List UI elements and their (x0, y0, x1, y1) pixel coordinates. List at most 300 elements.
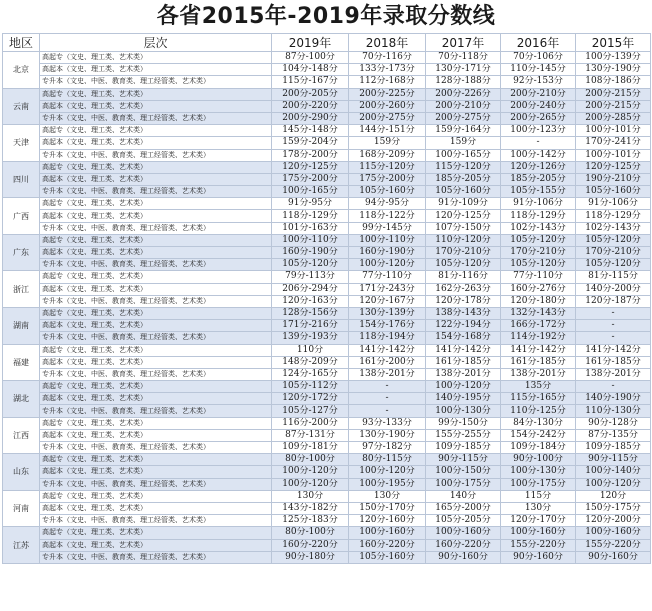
score-cell: 110分-145分 (501, 64, 576, 76)
score-cell: 100分-175分 (426, 478, 501, 490)
score-cell: 110分-130分 (576, 405, 651, 417)
level-cell: 专升本（文史、中医、教育类、理工经管类、艺术类） (40, 295, 272, 307)
level-cell: 高起专（文史、理工类、艺术类） (40, 198, 272, 210)
score-cell: 185分-205分 (426, 173, 501, 185)
score-cell: 100分-120分 (272, 466, 349, 478)
level-cell: 高起专（文史、理工类、艺术类） (40, 307, 272, 319)
score-cell: 120分-125分 (426, 210, 501, 222)
score-cell: 120分-160分 (349, 515, 426, 527)
score-cell: 70分-106分 (501, 52, 576, 64)
score-cell: 115分 (501, 490, 576, 502)
score-cell: 130分-171分 (426, 64, 501, 76)
score-cell: 105分-120分 (576, 259, 651, 271)
table-row (3, 100, 651, 112)
score-cell: 90分-115分 (576, 454, 651, 466)
score-cell: 100分-160分 (426, 527, 501, 539)
table-row (3, 466, 651, 478)
score-cell: 102分-143分 (501, 222, 576, 234)
header-2019: 2019年 (272, 34, 349, 52)
score-cell: 100分-160分 (501, 527, 576, 539)
score-cell: 130分-139分 (349, 307, 426, 319)
score-cell: 118分-129分 (501, 210, 576, 222)
region-cell: 河南 (3, 490, 40, 527)
level-cell: 高起本（文史、理工类、艺术类） (40, 502, 272, 514)
score-cell: 154分-168分 (426, 332, 501, 344)
level-cell: 高起本（文史、理工类、艺术类） (40, 64, 272, 76)
score-cell: 160分-220分 (272, 539, 349, 551)
score-cell: 200分-226分 (426, 88, 501, 100)
score-cell: 130分 (349, 490, 426, 502)
score-cell: - (349, 393, 426, 405)
score-cell: 171分-243分 (349, 283, 426, 295)
score-cell: 185分-205分 (501, 173, 576, 185)
level-cell: 专升本（文史、中医、教育类、理工经管类、艺术类） (40, 551, 272, 563)
score-cell: 135分 (501, 381, 576, 393)
score-cell: 108分-186分 (576, 76, 651, 88)
score-cell: 104分-148分 (272, 64, 349, 76)
score-cell: 155分-255分 (426, 429, 501, 441)
table-row (3, 149, 651, 161)
score-cell: 100分-160分 (576, 527, 651, 539)
table-row (3, 368, 651, 380)
page-title: 各省2015年-2019年录取分数线 (156, 4, 496, 29)
score-cell: 120分 (576, 490, 651, 502)
score-cell: 140分-200分 (576, 283, 651, 295)
score-cell: 100分-142分 (501, 149, 576, 161)
score-cell: 105分-160分 (426, 186, 501, 198)
score-cell: 143分-182分 (272, 502, 349, 514)
score-cell: 120分-125分 (272, 161, 349, 173)
score-cell: 100分-120分 (576, 478, 651, 490)
score-table (2, 33, 651, 564)
score-cell: 94分-95分 (349, 198, 426, 210)
score-cell: 81分-116分 (426, 271, 501, 283)
score-cell: 100分-101分 (576, 149, 651, 161)
score-cell: 105分-205分 (426, 515, 501, 527)
level-cell: 高起专（文史、理工类、艺术类） (40, 88, 272, 100)
score-cell: 105分-160分 (349, 186, 426, 198)
score-cell: 120分-125分 (576, 161, 651, 173)
table-row (3, 454, 651, 466)
score-cell: 118分-122分 (349, 210, 426, 222)
score-cell: 120分-167分 (349, 295, 426, 307)
level-cell: 高起专（文史、理工类、艺术类） (40, 490, 272, 502)
score-cell: 175分-200分 (349, 173, 426, 185)
header-2015: 2015年 (576, 34, 651, 52)
table-row (3, 76, 651, 88)
score-cell: 90分-180分 (272, 551, 349, 563)
score-cell: 84分-130分 (501, 417, 576, 429)
score-cell: 90分-100分 (501, 454, 576, 466)
score-cell: 100分-120分 (426, 381, 501, 393)
level-cell: 高起本（文史、理工类、艺术类） (40, 393, 272, 405)
score-cell: 141分-142分 (349, 344, 426, 356)
region-cell: 天津 (3, 125, 40, 162)
score-cell: 120分-126分 (501, 161, 576, 173)
level-cell: 专升本（文史、中医、教育类、理工经管类、艺术类） (40, 76, 272, 88)
level-cell: 高起本（文史、理工类、艺术类） (40, 247, 272, 259)
score-cell: 99分-145分 (349, 222, 426, 234)
score-cell: 102分-143分 (576, 222, 651, 234)
score-cell: 161分-185分 (501, 356, 576, 368)
score-cell: 138分-201分 (501, 368, 576, 380)
score-cell: 91分-95分 (272, 198, 349, 210)
score-cell: 109分-185分 (576, 442, 651, 454)
table-row (3, 405, 651, 417)
score-cell: 200分-210分 (501, 88, 576, 100)
table-row (3, 478, 651, 490)
level-cell: 高起本（文史、理工类、艺术类） (40, 429, 272, 441)
table-row (3, 198, 651, 210)
table-row (3, 52, 651, 64)
score-cell: 200分-215分 (576, 100, 651, 112)
score-cell: 150分-175分 (576, 502, 651, 514)
level-cell: 高起专（文史、理工类、艺术类） (40, 527, 272, 539)
score-cell: 80分-100分 (272, 454, 349, 466)
region-cell: 云南 (3, 88, 40, 125)
table-row (3, 551, 651, 563)
score-cell: 118分-129分 (272, 210, 349, 222)
level-cell: 高起专（文史、理工类、艺术类） (40, 161, 272, 173)
score-cell: 101分-163分 (272, 222, 349, 234)
table-row (3, 429, 651, 441)
table-row (3, 222, 651, 234)
score-cell: 109分-185分 (426, 442, 501, 454)
score-cell: 206分-294分 (272, 283, 349, 295)
score-cell: 120分-163分 (272, 295, 349, 307)
table-body (3, 52, 651, 564)
level-cell: 高起本（文史、理工类、艺术类） (40, 283, 272, 295)
score-cell: 141分-142分 (576, 344, 651, 356)
table-row (3, 344, 651, 356)
level-cell: 高起本（文史、理工类、艺术类） (40, 356, 272, 368)
score-cell: 161分-200分 (349, 356, 426, 368)
level-cell: 高起本（文史、理工类、艺术类） (40, 466, 272, 478)
score-cell: 115分-165分 (501, 393, 576, 405)
score-cell: - (349, 381, 426, 393)
score-cell: 105分-160分 (576, 186, 651, 198)
score-cell: 120分-200分 (576, 515, 651, 527)
level-cell: 高起专（文史、理工类、艺术类） (40, 417, 272, 429)
level-cell: 高起专（文史、理工类、艺术类） (40, 271, 272, 283)
score-cell: 90分-128分 (576, 417, 651, 429)
level-cell: 专升本（文史、中医、教育类、理工经管类、艺术类） (40, 405, 272, 417)
level-cell: 高起专（文史、理工类、艺术类） (40, 52, 272, 64)
score-cell: 200分-285分 (576, 112, 651, 124)
score-cell: 124分-165分 (272, 368, 349, 380)
score-cell: 105分-120分 (576, 234, 651, 246)
table-row (3, 381, 651, 393)
score-cell: 70分-116分 (349, 52, 426, 64)
table-row (3, 320, 651, 332)
score-cell: 120分-178分 (426, 295, 501, 307)
region-cell: 广东 (3, 234, 40, 271)
score-cell: 118分-129分 (576, 210, 651, 222)
score-cell: 110分 (272, 344, 349, 356)
score-cell: 148分-209分 (272, 356, 349, 368)
score-cell: 100分-110分 (349, 234, 426, 246)
table-row (3, 356, 651, 368)
score-cell: 107分-150分 (426, 222, 501, 234)
score-cell: 162分-263分 (426, 283, 501, 295)
level-cell: 高起本（文史、理工类、艺术类） (40, 100, 272, 112)
score-cell: 122分-194分 (426, 320, 501, 332)
score-cell: 161分-185分 (576, 356, 651, 368)
level-cell: 高起专（文史、理工类、艺术类） (40, 125, 272, 137)
score-cell: 200分-205分 (272, 88, 349, 100)
level-cell: 专升本（文史、中医、教育类、理工经管类、艺术类） (40, 186, 272, 198)
score-cell: 175分-200分 (272, 173, 349, 185)
level-cell: 高起专（文史、理工类、艺术类） (40, 381, 272, 393)
table-row (3, 307, 651, 319)
header-row (3, 34, 651, 52)
score-cell: 91分-109分 (426, 198, 501, 210)
score-cell: 87分-100分 (272, 52, 349, 64)
score-cell: 91分-106分 (501, 198, 576, 210)
region-cell: 江西 (3, 417, 40, 454)
score-cell: 170分-241分 (576, 137, 651, 149)
score-cell: 144分-151分 (349, 125, 426, 137)
table-row (3, 271, 651, 283)
score-cell: 105分-120分 (501, 234, 576, 246)
score-cell: 132分-143分 (501, 307, 576, 319)
score-cell: 77分-110分 (349, 271, 426, 283)
table-row (3, 88, 651, 100)
score-cell: 118分-194分 (349, 332, 426, 344)
score-cell: - (576, 307, 651, 319)
score-cell: 159分 (349, 137, 426, 149)
score-cell: 77分-110分 (501, 271, 576, 283)
score-cell: 105分-127分 (272, 405, 349, 417)
score-cell: 128分-156分 (272, 307, 349, 319)
table-row (3, 161, 651, 173)
score-cell: 170分-210分 (576, 247, 651, 259)
score-cell: 105分-112分 (272, 381, 349, 393)
score-cell: 200分-290分 (272, 112, 349, 124)
score-cell: 80分-100分 (272, 527, 349, 539)
score-cell: 160分-220分 (349, 539, 426, 551)
score-cell: 138分-201分 (426, 368, 501, 380)
score-cell: 115分-120分 (426, 161, 501, 173)
region-cell: 浙江 (3, 271, 40, 308)
score-cell: 115分-120分 (349, 161, 426, 173)
score-cell: 97分-182分 (349, 442, 426, 454)
table-row (3, 259, 651, 271)
table-row (3, 64, 651, 76)
score-cell: 160分-190分 (349, 247, 426, 259)
level-cell: 高起专（文史、理工类、艺术类） (40, 344, 272, 356)
score-cell: 130分-190分 (576, 64, 651, 76)
score-cell: 112分-168分 (349, 76, 426, 88)
score-cell: 100分-175分 (501, 478, 576, 490)
level-cell: 高起专（文史、理工类、艺术类） (40, 454, 272, 466)
score-cell: 130分 (501, 502, 576, 514)
score-cell: - (349, 405, 426, 417)
region-cell: 福建 (3, 344, 40, 381)
table-row (3, 442, 651, 454)
score-cell: 100分-120分 (272, 478, 349, 490)
level-cell: 专升本（文史、中医、教育类、理工经管类、艺术类） (40, 515, 272, 527)
header-level: 层次 (40, 34, 272, 52)
score-cell: 160分-220分 (426, 539, 501, 551)
score-cell: 154分-242分 (501, 429, 576, 441)
score-cell: 81分-115分 (576, 271, 651, 283)
level-cell: 专升本（文史、中医、教育类、理工经管类、艺术类） (40, 259, 272, 271)
table-row (3, 210, 651, 222)
region-cell: 广西 (3, 198, 40, 235)
score-cell: 200分-210分 (426, 100, 501, 112)
score-cell: 139分-193分 (272, 332, 349, 344)
score-cell: 100分-150分 (426, 466, 501, 478)
table-row (3, 173, 651, 185)
level-cell: 专升本（文史、中医、教育类、理工经管类、艺术类） (40, 149, 272, 161)
table-row (3, 283, 651, 295)
header-2016: 2016年 (501, 34, 576, 52)
score-cell: 128分-188分 (426, 76, 501, 88)
region-cell: 北京 (3, 52, 40, 89)
table-row (3, 125, 651, 137)
score-cell: 141分-142分 (501, 344, 576, 356)
score-cell: 200分-240分 (501, 100, 576, 112)
score-cell: 109分-184分 (501, 442, 576, 454)
table-row (3, 295, 651, 307)
table-row (3, 186, 651, 198)
score-cell: 120分-172分 (272, 393, 349, 405)
table-row (3, 539, 651, 551)
region-cell: 江苏 (3, 527, 40, 564)
score-cell: 200分-225分 (349, 88, 426, 100)
level-cell: 高起本（文史、理工类、艺术类） (40, 320, 272, 332)
score-cell: 168分-209分 (349, 149, 426, 161)
score-cell: 159分-164分 (426, 125, 501, 137)
level-cell: 高起本（文史、理工类、艺术类） (40, 539, 272, 551)
score-cell: 140分-195分 (426, 393, 501, 405)
score-cell: - (576, 332, 651, 344)
score-cell: 130分 (272, 490, 349, 502)
score-cell: 200分-220分 (272, 100, 349, 112)
score-cell: - (501, 137, 576, 149)
score-cell: 138分-201分 (349, 368, 426, 380)
score-cell: 110分-125分 (501, 405, 576, 417)
score-cell: 166分-172分 (501, 320, 576, 332)
region-cell: 湖南 (3, 307, 40, 344)
score-cell: 140分 (426, 490, 501, 502)
score-cell: 150分-170分 (349, 502, 426, 514)
score-cell: 160分-190分 (272, 247, 349, 259)
score-cell: 93分-133分 (349, 417, 426, 429)
score-cell: 190分-210分 (576, 173, 651, 185)
score-cell: 110分-120分 (426, 234, 501, 246)
score-cell: 133分-173分 (349, 64, 426, 76)
score-cell: 161分-185分 (426, 356, 501, 368)
score-cell: 160分-276分 (501, 283, 576, 295)
score-cell: 87分-135分 (576, 429, 651, 441)
level-cell: 专升本（文史、中医、教育类、理工经管类、艺术类） (40, 478, 272, 490)
score-cell: 90分-160分 (426, 551, 501, 563)
table-row (3, 137, 651, 149)
score-cell: 159分-204分 (272, 137, 349, 149)
header-region: 地区 (3, 34, 40, 52)
score-cell: 154分-176分 (349, 320, 426, 332)
score-cell: 114分-192分 (501, 332, 576, 344)
level-cell: 专升本（文史、中医、教育类、理工经管类、艺术类） (40, 222, 272, 234)
score-cell: 100分-195分 (349, 478, 426, 490)
score-cell: 100分-139分 (576, 52, 651, 64)
level-cell: 专升本（文史、中医、教育类、理工经管类、艺术类） (40, 332, 272, 344)
score-cell: 100分-120分 (349, 259, 426, 271)
score-cell: 141分-142分 (426, 344, 501, 356)
score-cell: 87分-131分 (272, 429, 349, 441)
table-row (3, 112, 651, 124)
score-cell: 155分-220分 (576, 539, 651, 551)
score-cell: 100分-130分 (501, 466, 576, 478)
score-cell: 100分-165分 (272, 186, 349, 198)
score-cell: 125分-183分 (272, 515, 349, 527)
score-cell: 100分-160分 (349, 527, 426, 539)
level-cell: 高起本（文史、理工类、艺术类） (40, 210, 272, 222)
table-row (3, 393, 651, 405)
score-cell: 120分-170分 (501, 515, 576, 527)
score-cell: 165分-200分 (426, 502, 501, 514)
score-cell: 115分-167分 (272, 76, 349, 88)
score-cell: 105分-120分 (501, 259, 576, 271)
table-row (3, 417, 651, 429)
score-cell: 90分-115分 (426, 454, 501, 466)
score-cell: 200分-275分 (349, 112, 426, 124)
score-cell: 159分 (426, 137, 501, 149)
score-cell: 130分-190分 (349, 429, 426, 441)
score-cell: - (576, 381, 651, 393)
table-row (3, 332, 651, 344)
score-cell: 200分-265分 (501, 112, 576, 124)
table-row (3, 247, 651, 259)
level-cell: 高起本（文史、理工类、艺术类） (40, 173, 272, 185)
score-cell: - (576, 320, 651, 332)
score-cell: 170分-210分 (501, 247, 576, 259)
score-cell: 145分-148分 (272, 125, 349, 137)
table-row (3, 234, 651, 246)
score-cell: 140分-190分 (576, 393, 651, 405)
score-cell: 92分-153分 (501, 76, 576, 88)
score-cell: 170分-210分 (426, 247, 501, 259)
score-cell: 138分-143分 (426, 307, 501, 319)
table-row (3, 527, 651, 539)
header-2018: 2018年 (349, 34, 426, 52)
level-cell: 高起专（文史、理工类、艺术类） (40, 234, 272, 246)
score-cell: 100分-120分 (349, 466, 426, 478)
score-cell: 80分-115分 (349, 454, 426, 466)
score-cell: 100分-140分 (576, 466, 651, 478)
region-cell: 四川 (3, 161, 40, 198)
score-cell: 105分-120分 (272, 259, 349, 271)
score-cell: 100分-130分 (426, 405, 501, 417)
score-cell: 105分-120分 (426, 259, 501, 271)
header-2017: 2017年 (426, 34, 501, 52)
score-cell: 105分-155分 (501, 186, 576, 198)
score-cell: 79分-113分 (272, 271, 349, 283)
level-cell: 专升本（文史、中医、教育类、理工经管类、艺术类） (40, 368, 272, 380)
region-cell: 湖北 (3, 381, 40, 418)
score-cell: 100分-101分 (576, 125, 651, 137)
score-cell: 138分-201分 (576, 368, 651, 380)
level-cell: 专升本（文史、中医、教育类、理工经管类、艺术类） (40, 112, 272, 124)
score-cell: 155分-220分 (501, 539, 576, 551)
score-cell: 109分-181分 (272, 442, 349, 454)
score-cell: 120分-187分 (576, 295, 651, 307)
score-cell: 91分-106分 (576, 198, 651, 210)
score-cell: 90分-160分 (501, 551, 576, 563)
level-cell: 专升本（文史、中医、教育类、理工经管类、艺术类） (40, 442, 272, 454)
